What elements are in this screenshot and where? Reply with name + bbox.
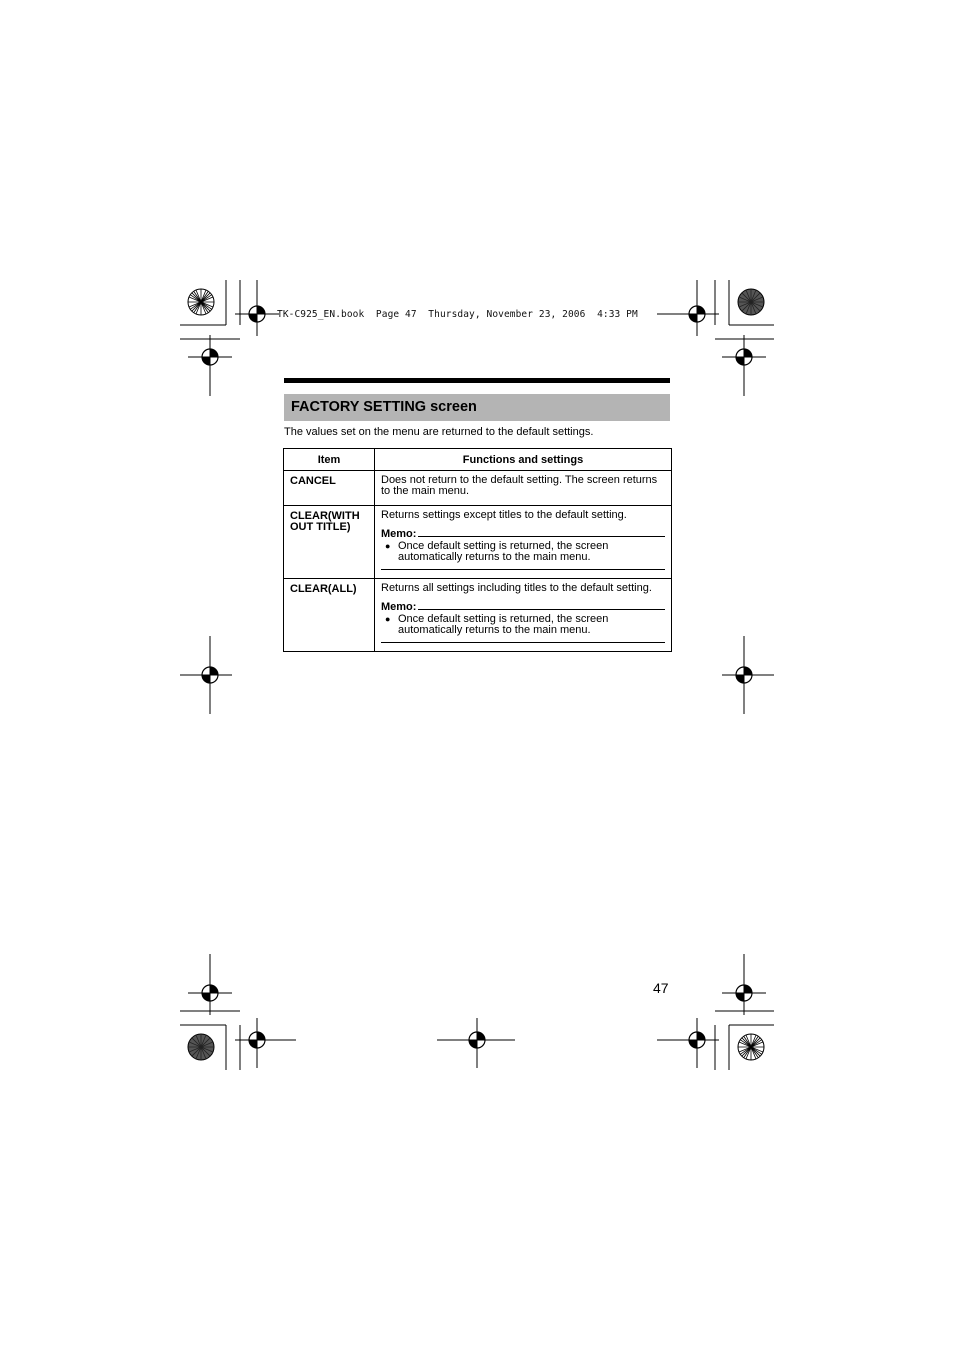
- table-row: [284, 506, 672, 579]
- table-row: [284, 471, 672, 506]
- function-cell: [375, 506, 672, 579]
- bullet-icon: ●: [385, 541, 391, 551]
- memo-item: [381, 541, 665, 563]
- function-cell: [375, 579, 672, 652]
- bullet-icon: ●: [385, 614, 391, 624]
- starburst-icon: [188, 1034, 214, 1060]
- memo-item: [381, 614, 665, 636]
- column-header-functions: Functions and settings: [375, 449, 672, 471]
- memo-text: Once default setting is returned, the screen automatically returns to the main menu.: [398, 540, 609, 563]
- starburst-icon: [738, 1034, 764, 1060]
- memo-heading: [381, 529, 665, 540]
- memo-rule: [418, 536, 665, 537]
- item-cell: [284, 506, 375, 579]
- intro-text: The values set on the menu are returned to the default settings.: [284, 426, 594, 438]
- column-header-item: Item: [284, 449, 375, 471]
- function-description: Does not return to the default setting. The screen returns to the main menu.: [381, 474, 658, 497]
- item-cell: CANCEL: [284, 471, 375, 506]
- section-rule: [284, 378, 670, 383]
- page-number: 47: [653, 980, 669, 996]
- memo-rule: [418, 609, 665, 610]
- print-header: TK-C925_EN.book Page 47 Thursday, November 23, 2006 4:33 PM: [277, 309, 638, 320]
- memo-label: Memo:: [381, 528, 417, 540]
- memo-label: Memo:: [381, 601, 417, 613]
- function-description: Returns settings except titles to the default setting.: [381, 509, 627, 521]
- function-cell: [375, 471, 672, 506]
- table-row: [284, 579, 672, 652]
- starburst-icon: [738, 289, 764, 315]
- memo-end-rule: [381, 569, 665, 570]
- memo-text: Once default setting is returned, the screen automatically returns to the main menu.: [398, 613, 609, 636]
- item-cell: CLEAR(ALL): [284, 579, 375, 652]
- table-header-row: [284, 449, 672, 471]
- item-label: CLEAR(WITH OUT TITLE): [290, 510, 360, 533]
- settings-table: [283, 448, 672, 652]
- memo-heading: [381, 602, 665, 613]
- starburst-icon: [188, 289, 214, 315]
- function-description: Returns all settings including titles to the default setting.: [381, 582, 652, 594]
- section-title: FACTORY SETTING screen: [284, 394, 670, 421]
- memo-end-rule: [381, 642, 665, 643]
